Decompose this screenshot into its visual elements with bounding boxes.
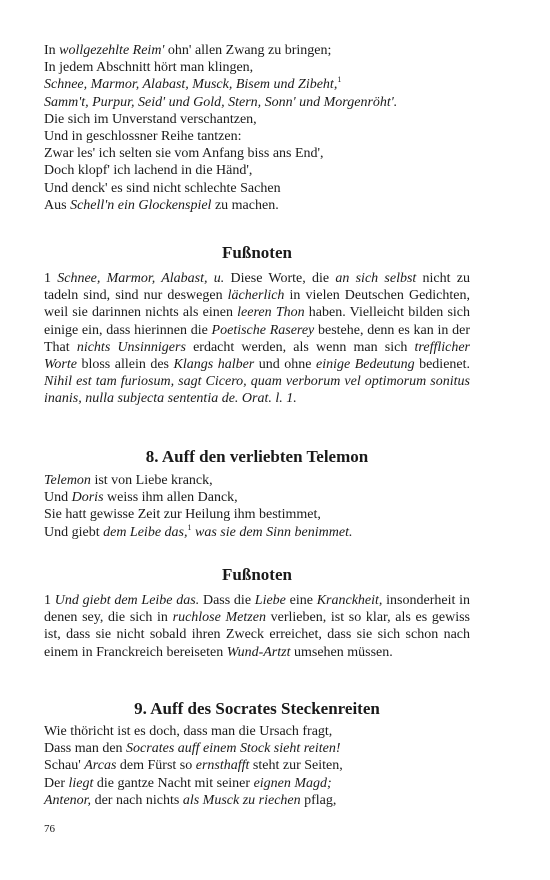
footnote-marker: 1: [337, 75, 342, 85]
text-run: haben. Vielleicht bilden sich einige ein, dass hierinnen die: [44, 305, 470, 338]
text-run: Dass die: [199, 593, 255, 608]
verse-line: [44, 489, 470, 506]
text-run: pflag,: [300, 792, 337, 808]
footnote-1: [44, 270, 470, 408]
text-run: Antenor,: [44, 792, 92, 808]
text-run: in vielen Deutschen Gedichten, weil sie darinnen nichts als einen: [44, 288, 470, 321]
text-run: Schau': [44, 758, 85, 774]
footnotes-heading: Fußnoten: [222, 243, 292, 262]
text-run: ernsthafft: [195, 758, 250, 774]
text-run: Telemon: [44, 473, 91, 488]
text-run: lächerlich: [227, 288, 285, 304]
text-run: als Musck zu riechen: [182, 792, 301, 808]
verse-line: [44, 111, 470, 128]
text-run: ruchlose Metzen: [172, 610, 266, 626]
text-run: verlieben, ist so klar, als es gewiss ist, dass sie nicht sobald ihren Zweck erreichet, dass sie sich schon nach einem in Franckreich bereiseten: [44, 610, 470, 660]
text-run: Poetische Raserey: [211, 322, 315, 338]
text-run: nichts Unsinnigers: [76, 339, 186, 355]
text-run: Und in geschlossner Reihe tantzen:: [44, 129, 242, 145]
verse-line: [44, 472, 470, 489]
text-run: und ohne: [254, 357, 316, 373]
text-run: bestehe, denn es kan in der That: [44, 322, 470, 355]
poem-9-title: 9. Auff des Socrates Steckenreiten: [134, 699, 380, 718]
text-run: Dass man den: [44, 741, 127, 757]
text-run: Doris: [71, 490, 104, 506]
text-run: Wie thöricht ist es doch, dass man die Ursach fragt,: [44, 724, 333, 739]
text-run: Diese Worte, die: [224, 271, 336, 286]
text-run: Die sich im Unverstand verschantzen,: [44, 111, 257, 127]
text-run: steht zur Seiten,: [249, 758, 343, 774]
footnote-2: [44, 592, 470, 661]
text-run: einige Bedeutung: [315, 357, 415, 373]
poem-8-title: 8. Auff den verliebten Telemon: [145, 447, 369, 466]
text-run: Aus: [44, 197, 71, 213]
text-run: 1: [44, 271, 58, 286]
poem-9: [44, 723, 470, 809]
text-run: der nach nichts: [91, 792, 183, 808]
text-run: Schell'n ein Glockenspiel: [70, 197, 212, 213]
text-run: Schnee, Marmor, Alabast, u.: [57, 271, 225, 286]
text-run: wollgezehlte Reim': [59, 43, 165, 58]
verse-line: [44, 94, 470, 111]
text-run: Liebe: [254, 593, 286, 608]
text-run: eine: [285, 593, 317, 608]
verse-line: [44, 792, 470, 809]
text-run: insonderheit in denen sey, die sich in: [44, 593, 471, 626]
verse-line: [44, 76, 470, 93]
text-run: erdacht werden, als wenn man sich: [185, 339, 415, 355]
poem-continued: [44, 42, 470, 214]
poem-8: [44, 472, 470, 541]
text-run: liegt: [68, 775, 94, 791]
text-run: Der: [44, 775, 69, 791]
text-run: Arcas: [84, 758, 117, 774]
text-run: In jedem Abschnitt hört man klingen,: [44, 60, 254, 76]
text-run: an sich selbst: [335, 271, 417, 286]
text-run: Und giebt: [44, 524, 104, 540]
verse-line: [44, 197, 470, 214]
text-run: dem Leibe das,: [103, 524, 188, 540]
text-run: die gantze Nacht mit seiner: [93, 775, 254, 791]
text-run: eignen Magd;: [253, 775, 332, 791]
text-run: Wund-Artzt: [226, 644, 291, 660]
text-run: bedienet.: [414, 357, 471, 373]
footnote-marker: 1: [187, 522, 192, 532]
text-run: Kranckheit,: [316, 593, 383, 608]
text-run: weiss ihm allen Danck,: [103, 490, 238, 506]
text-run: Und giebt dem Leibe das.: [54, 593, 200, 608]
text-run: nicht zu tadeln sind, sind nur deswegen: [44, 271, 470, 304]
text-run: Sie hatt gewisse Zeit zur Heilung ihm bestimmet,: [44, 507, 321, 523]
verse-line: [44, 59, 470, 76]
page-number: 76: [44, 823, 55, 835]
verse-line: [44, 42, 470, 59]
text-run: ohn' allen Zwang zu bringen;: [164, 43, 332, 58]
verse-line: [44, 506, 470, 523]
text-run: Und: [44, 490, 72, 506]
text-run: leeren Thon: [237, 305, 305, 321]
text-run: Doch klopf' ich lachend in die Händ',: [44, 163, 253, 179]
text-run: 1: [44, 593, 55, 608]
text-run: Zwar les' ich selten sie vom Anfang biss ans End',: [44, 146, 324, 162]
verse-line: [44, 757, 470, 774]
text-run: In: [44, 43, 60, 58]
footnotes-heading: Fußnoten: [222, 565, 292, 584]
verse-line: [44, 162, 470, 179]
verse-line: [44, 723, 470, 740]
verse-line: [44, 524, 470, 541]
text-run: Schnee, Marmor, Alabast, Musck, Bisem und Zibeht,: [44, 77, 338, 93]
text-run: Socrates auff einem Stock sieht reiten!: [126, 741, 341, 757]
text-run: bloss allein des: [76, 357, 174, 373]
verse-line: [44, 740, 470, 757]
verse-line: [44, 128, 470, 145]
text-run: Und denck' es sind nicht schlechte Sachen: [44, 180, 281, 196]
text-run: Nihil est tam furiosum, sagt Cicero, quam verborum vel optimorum sonitus inanis, nulla subjecta sententia de. Orat. l. 1.: [44, 374, 470, 407]
verse-line: [44, 145, 470, 162]
text-run: dem Fürst so: [116, 758, 196, 774]
text-run: Klangs halber: [173, 357, 255, 373]
text-run: trefflicher Worte: [44, 339, 470, 373]
text-run: umsehen müssen.: [290, 644, 393, 660]
text-run: was sie dem Sinn benimmet.: [191, 524, 353, 540]
verse-line: [44, 775, 470, 792]
text-run: ist von Liebe kranck,: [90, 473, 213, 488]
text-run: Samm't, Purpur, Seid' und Gold, Stern, Sonn' und Morgenröht'.: [44, 94, 398, 110]
verse-line: [44, 180, 470, 197]
text-run: zu machen.: [211, 197, 279, 213]
